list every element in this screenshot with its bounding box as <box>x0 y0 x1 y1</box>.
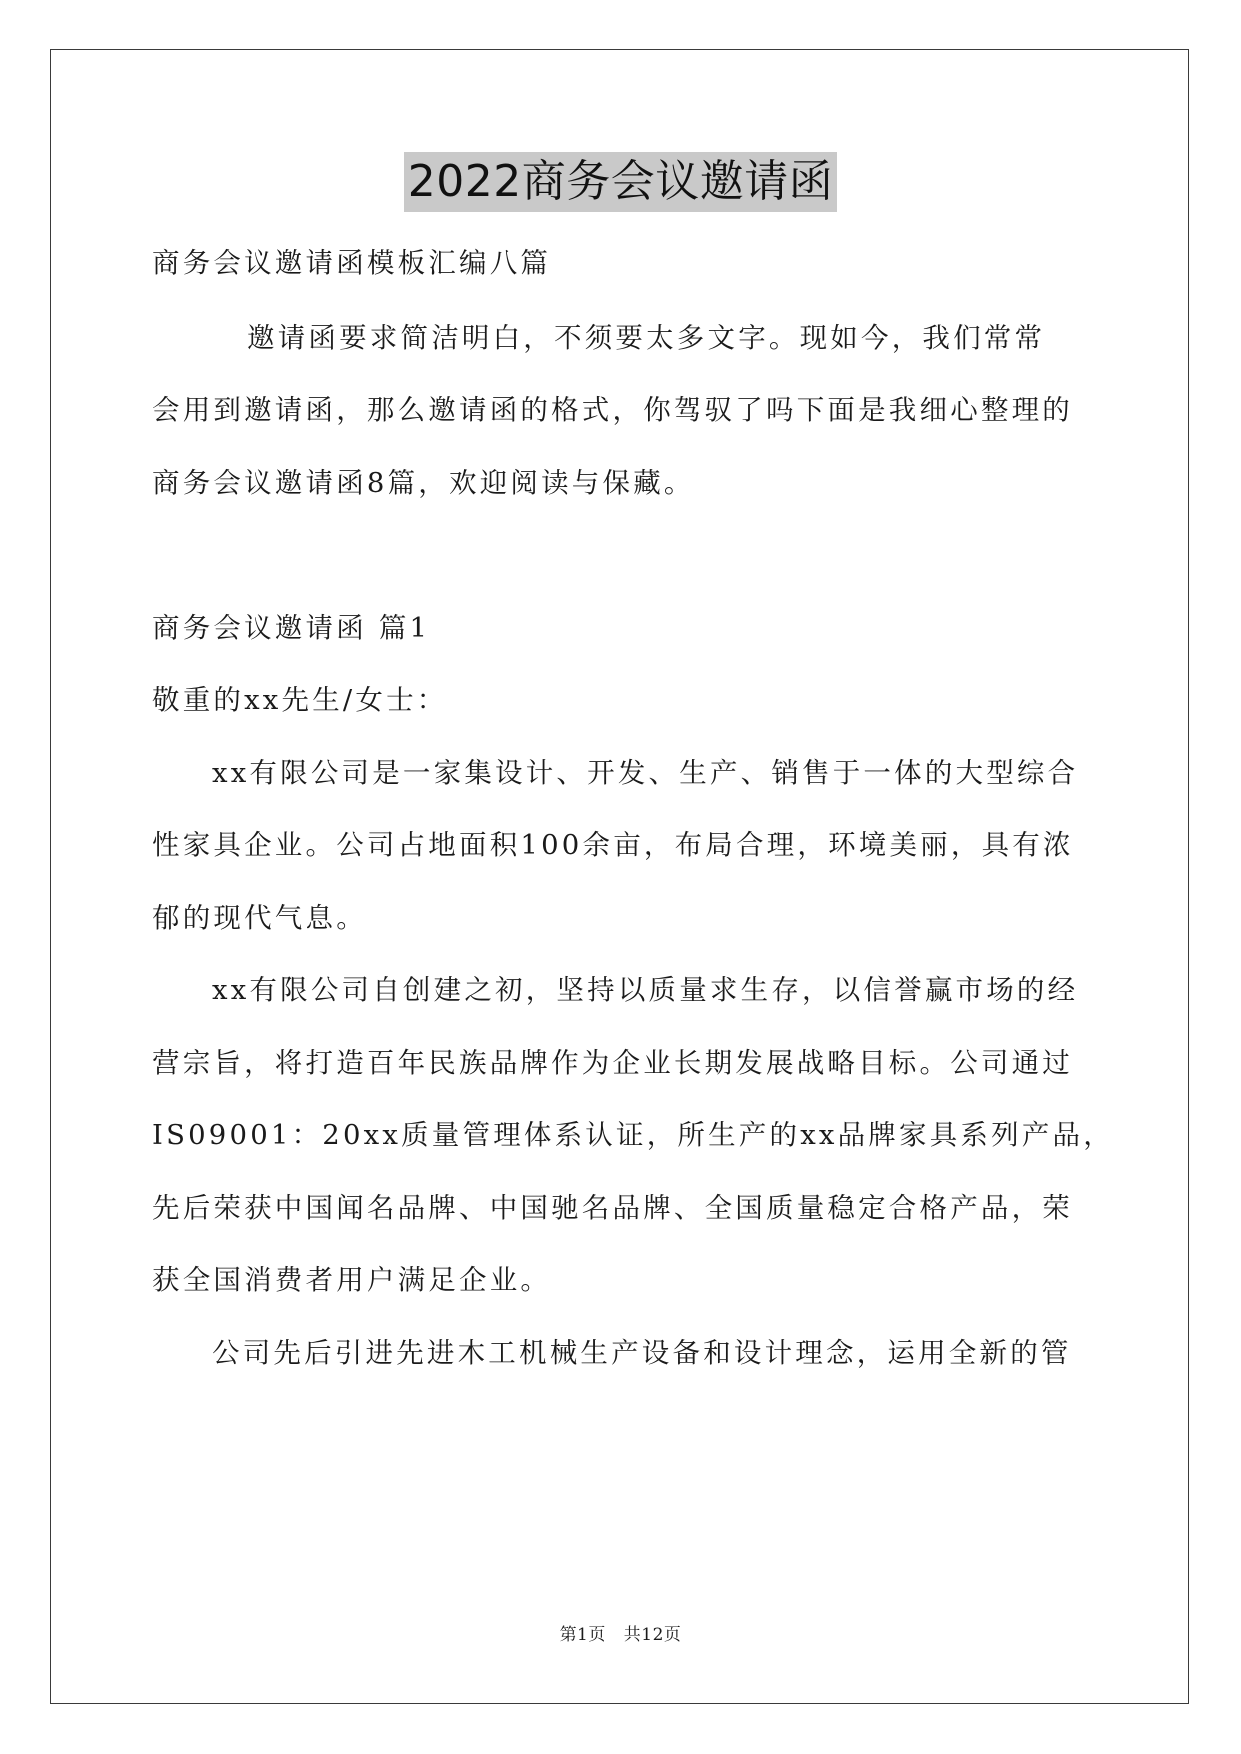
document-title: 2022商务会议邀请函 <box>404 152 837 212</box>
paragraph-line: 先后荣获中国闻名品牌、中国驰名品牌、全国质量稳定合格产品，荣 <box>152 1192 1073 1224</box>
paragraph-line: 获全国消费者用户满足企业。 <box>152 1264 552 1296</box>
paragraph-line: IS09001：20xx质量管理体系认证，所生产的xx品牌家具系列产品， <box>152 1119 1114 1151</box>
section-heading: 商务会议邀请函 篇1 <box>152 612 431 644</box>
paragraph-line: 性家具企业。公司占地面积100余亩，布局合理，环境美丽，具有浓 <box>152 829 1074 861</box>
page-number-total: 共12页 <box>623 1625 682 1645</box>
paragraph-line: xx有限公司是一家集设计、开发、生产、销售于一体的大型综合 <box>212 757 1079 789</box>
page-footer <box>0 1620 1241 1645</box>
salutation-line: 敬重的xx先生/女士： <box>152 684 448 716</box>
paragraph-line: 邀请函要求简洁明白，不须要太多文字。现如今，我们常常 <box>247 322 1046 354</box>
title-container <box>0 152 1241 212</box>
paragraph-line: 会用到邀请函，那么邀请函的格式，你驾驭了吗下面是我细心整理的 <box>152 394 1073 426</box>
subtitle-line: 商务会议邀请函模板汇编八篇 <box>152 247 552 279</box>
paragraph-line: 商务会议邀请函8篇，欢迎阅读与保藏。 <box>152 467 695 499</box>
paragraph-line: 公司先后引进先进木工机械生产设备和设计理念，运用全新的管 <box>212 1337 1072 1369</box>
page-number-current: 第1页 <box>559 1625 606 1645</box>
paragraph-line: 营宗旨，将打造百年民族品牌作为企业长期发展战略目标。公司通过 <box>152 1047 1073 1079</box>
paragraph-line: xx有限公司自创建之初，坚持以质量求生存，以信誉赢市场的经 <box>212 974 1079 1006</box>
paragraph-line: 郁的现代气息。 <box>152 902 367 934</box>
page-border <box>50 49 1189 1704</box>
